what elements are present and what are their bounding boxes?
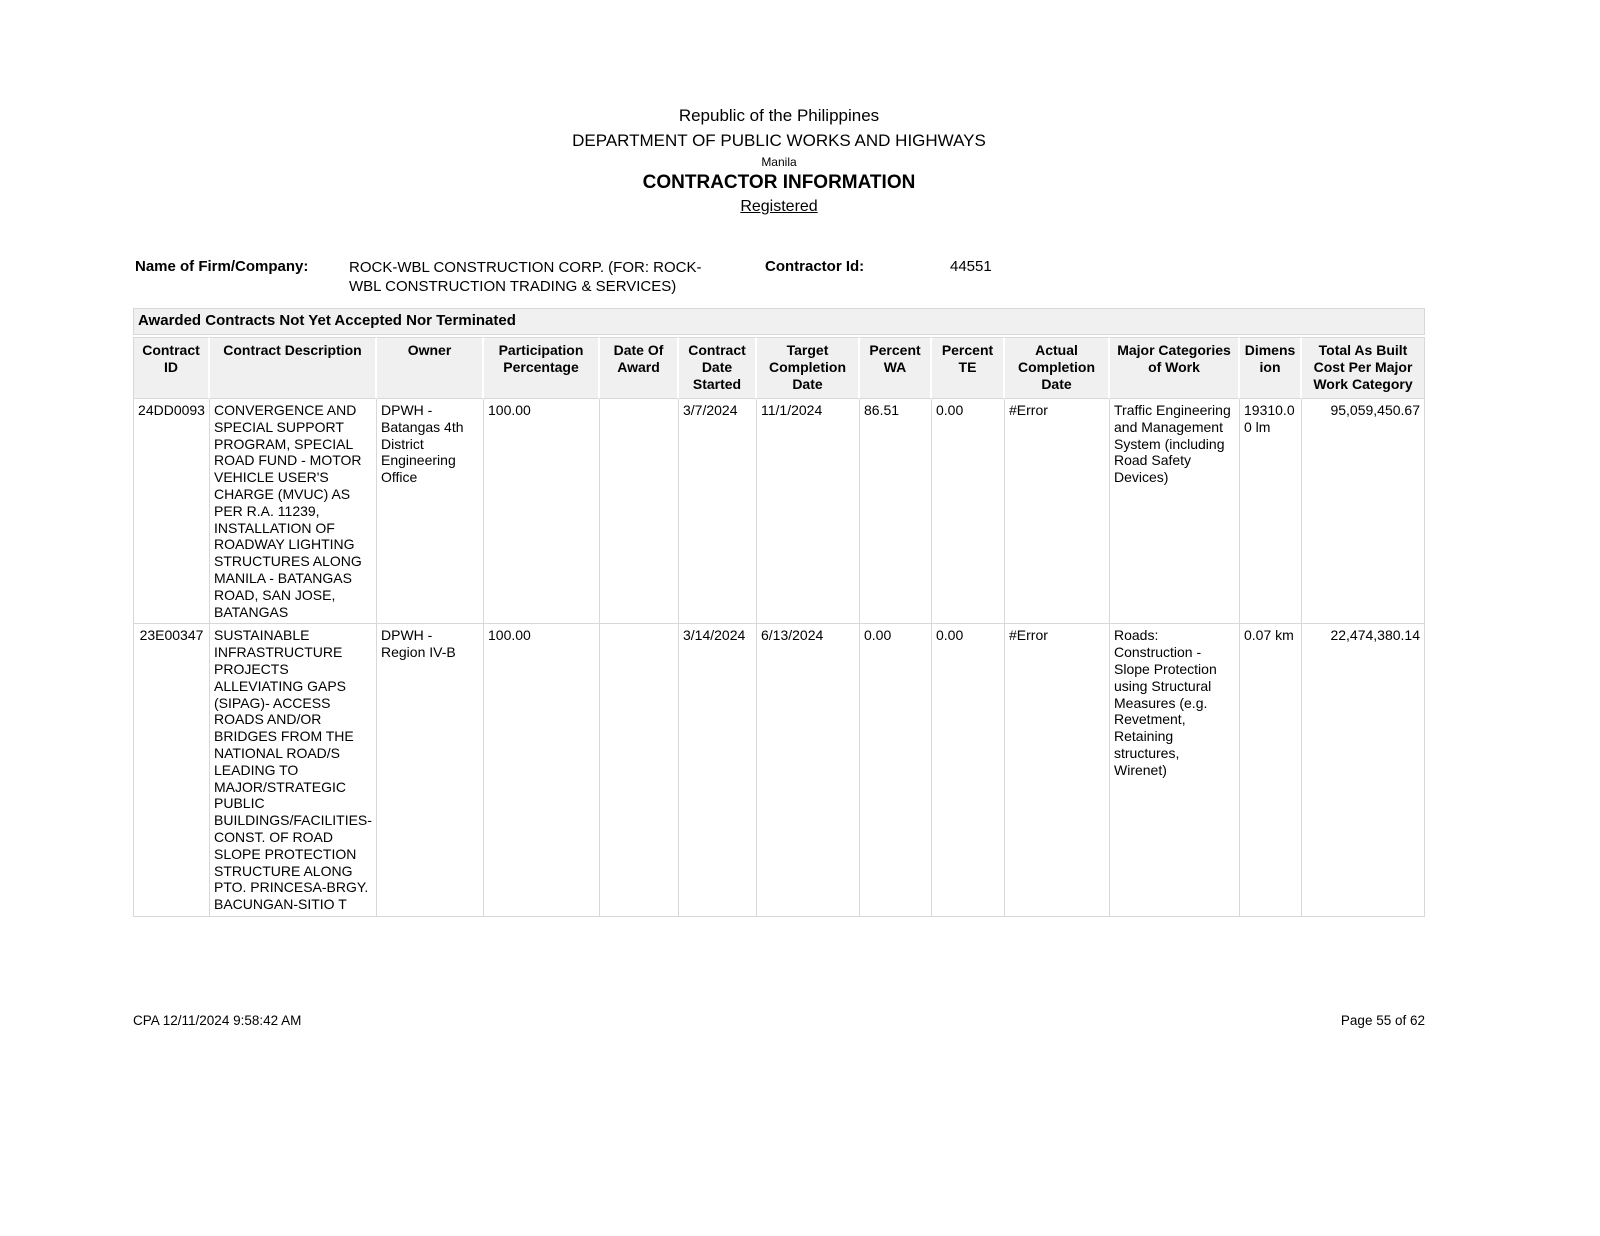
- generated-timestamp: CPA 12/11/2024 9:58:42 AM: [133, 1013, 302, 1028]
- cell-major-categories: Roads: Construction - Slope Protection using Structural Measures (e.g. Revetment, Retaining structures, Wirenet): [1110, 624, 1240, 917]
- cell-actual-completion: #Error: [1005, 399, 1110, 624]
- cell-participation: 100.00: [484, 399, 600, 624]
- cell-date-started: 3/7/2024: [679, 399, 757, 624]
- col-header-dimension: Dimension: [1240, 337, 1302, 399]
- cell-date-started: 3/14/2024: [679, 624, 757, 917]
- col-header-date-started: Contract Date Started: [679, 337, 757, 399]
- cell-dimension: 0.07 km: [1240, 624, 1302, 917]
- cell-dimension: 19310.00 lm: [1240, 399, 1302, 624]
- cell-date-of-award: [600, 624, 679, 917]
- cell-total-cost: 22,474,380.14: [1302, 624, 1425, 917]
- contract-row: [133, 624, 1425, 917]
- department-line: DEPARTMENT OF PUBLIC WORKS AND HIGHWAYS: [572, 131, 986, 150]
- table-header-row: [133, 337, 1425, 399]
- cell-description: SUSTAINABLE INFRASTRUCTURE PROJECTS ALLEVIATING GAPS (SIPAG)- ACCESS ROADS AND/OR BRIDGES FROM THE NATIONAL ROAD/S LEADING TO MAJOR/STRATEGIC PUBLIC BUILDINGS/FACILITIES- CONST. OF ROAD SLOPE PROTECTION STRUCTURE ALONG PTO. PRINCESA-BRGY. BACUNGAN-SITIO T: [210, 624, 377, 917]
- contracts-table: [133, 337, 1425, 917]
- cell-percent-te: 0.00: [932, 624, 1005, 917]
- cell-owner: DPWH - Batangas 4th District Engineering Office: [377, 399, 484, 624]
- firm-name-value: ROCK-WBL CONSTRUCTION CORP. (FOR: ROCK-WBL CONSTRUCTION TRADING & SERVICES): [349, 259, 702, 295]
- col-header-actual-completion: Actual Completion Date: [1005, 337, 1110, 399]
- col-header-participation: Participation Percentage: [484, 337, 600, 399]
- col-header-percent-wa: Percent WA: [860, 337, 932, 399]
- page-footer: [133, 1013, 1425, 1028]
- col-header-major-categories: Major Categories of Work: [1110, 337, 1240, 399]
- col-header-contract-id: Contract ID: [133, 337, 210, 399]
- cell-actual-completion: #Error: [1005, 624, 1110, 917]
- cell-owner: DPWH - Region IV-B: [377, 624, 484, 917]
- cell-percent-wa: 0.00: [860, 624, 932, 917]
- republic-line: Republic of the Philippines: [678, 106, 880, 125]
- contractor-id-label: Contractor Id:: [765, 258, 865, 275]
- cell-date-of-award: [600, 399, 679, 624]
- cell-total-cost: 95,059,450.67: [1302, 399, 1425, 624]
- col-header-target-completion: Target Completion Date: [757, 337, 860, 399]
- firm-info-block: [133, 257, 1425, 309]
- cell-contract-id: 23E00347: [133, 624, 210, 917]
- section-title: Awarded Contracts Not Yet Accepted Nor Terminated: [133, 308, 1425, 335]
- cell-target-completion: 11/1/2024: [757, 399, 860, 624]
- col-header-percent-te: Percent TE: [932, 337, 1005, 399]
- cell-target-completion: 6/13/2024: [757, 624, 860, 917]
- contract-row: [133, 399, 1425, 624]
- cell-contract-id: 24DD0093: [133, 399, 210, 624]
- document-header: [133, 106, 1425, 216]
- report-title: CONTRACTOR INFORMATION: [642, 172, 916, 193]
- cell-percent-wa: 86.51: [860, 399, 932, 624]
- cell-major-categories: Traffic Engineering and Management System (including Road Safety Devices): [1110, 399, 1240, 624]
- page-number: Page 55 of 62: [1340, 1013, 1425, 1028]
- col-header-total-cost: Total As Built Cost Per Major Work Category: [1302, 337, 1425, 399]
- col-header-description: Contract Description: [210, 337, 377, 399]
- col-header-date-of-award: Date Of Award: [600, 337, 679, 399]
- report-subtitle: Registered: [740, 198, 818, 215]
- col-header-owner: Owner: [377, 337, 484, 399]
- city-line: Manila: [761, 155, 797, 169]
- firm-name-label: Name of Firm/Company:: [135, 258, 309, 275]
- cell-description: CONVERGENCE AND SPECIAL SUPPORT PROGRAM, SPECIAL ROAD FUND - MOTOR VEHICLE USER'S CHARGE (MVUC) AS PER R.A. 11239, INSTALLATION OF ROADWAY LIGHTING STRUCTURES ALONG MANILA - BATANGAS ROAD, SAN JOSE, BATANGAS: [210, 399, 377, 624]
- contractor-id-value: 44551: [950, 258, 992, 275]
- cell-percent-te: 0.00: [932, 399, 1005, 624]
- cell-participation: 100.00: [484, 624, 600, 917]
